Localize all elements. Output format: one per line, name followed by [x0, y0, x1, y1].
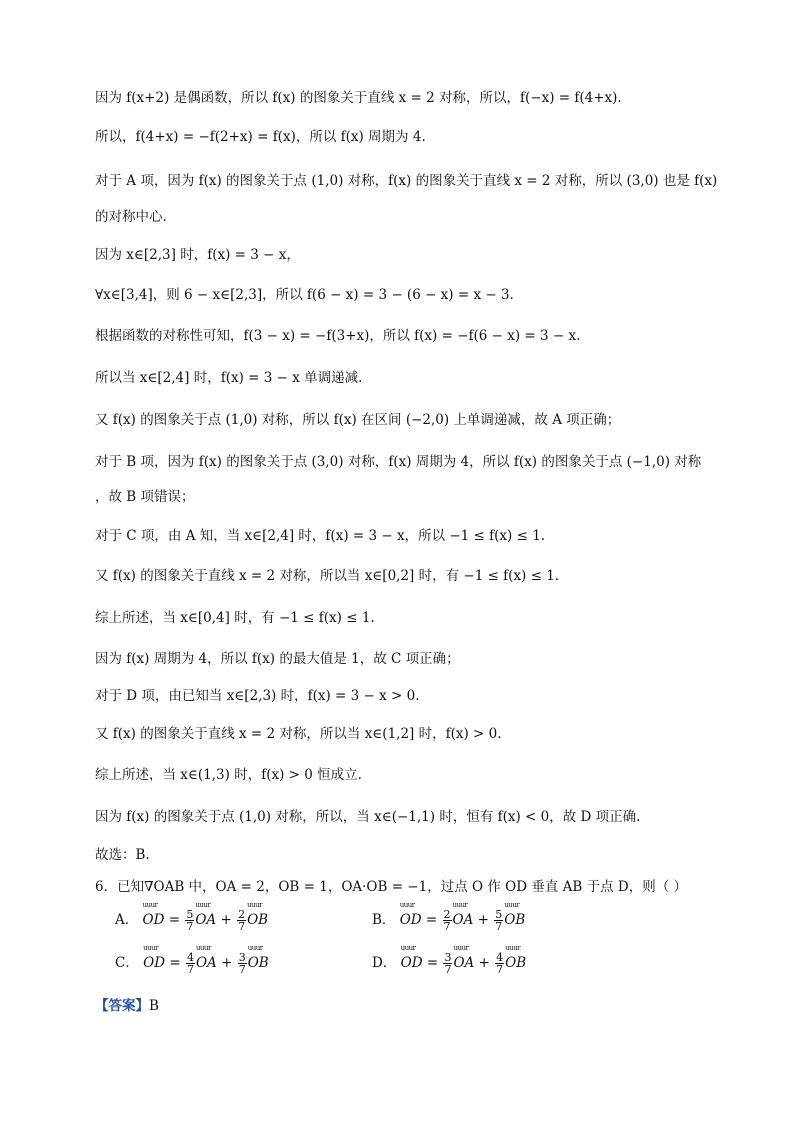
solution-line-10: 对于 B 项，因为 f(x) 的图象关于点 (3,0) 对称，f(x) 周期为 4，所以 f(x) 的图象关于点 (−1,0) 对称 — [95, 454, 702, 470]
solution-line-19: 因为 f(x) 的图象关于点 (1,0) 对称，所以，当 x∈(−1,1) 时，恒有 f(x) < 0，故 D 项正确. — [95, 809, 641, 825]
vector-oa: uuur OA — [195, 910, 216, 930]
solution-line-6: ∀x∈[3,4]，则 6 − x∈[2,3]，所以 f(6 − x) = 3 − (6 − x) = x − 3. — [95, 287, 514, 303]
answer-line — [95, 996, 159, 1016]
option-b-letter: B． — [372, 912, 396, 928]
solution-line-2: 所以，f(4+x) = −f(2+x) = f(x)，所以 f(x) 周期为 4. — [95, 129, 426, 145]
vector-od: uuur OD — [143, 910, 165, 930]
fraction: $\frac{4}{7}$ — [186, 951, 194, 976]
option-d: D． uuur OD = $\frac{3}{7}$ uuur OA + $\frac{4}{7}$ uuur OB — [372, 952, 526, 975]
fraction: $\frac{4}{7}$ — [496, 951, 504, 976]
vector-oa: uuur OA — [453, 910, 474, 930]
solution-line-15: 因为 f(x) 周期为 4，所以 f(x) 的最大值是 1，故 C 项正确； — [95, 651, 460, 667]
solution-line-14: 综上所述，当 x∈[0,4] 时，有 −1 ≤ f(x) ≤ 1. — [95, 610, 375, 626]
option-d-letter: D． — [372, 955, 397, 971]
fraction: $\frac{3}{7}$ — [238, 951, 246, 976]
option-a: A． uuur OD = $\frac{5}{7}$ uuur OA + $\frac{2}{7}$ uuur OB — [115, 909, 268, 932]
vector-od: uuur OD — [143, 953, 165, 973]
solution-line-5: 因为 x∈[2,3] 时，f(x) = 3 − x， — [95, 247, 300, 263]
vector-ob: uuur OB — [248, 953, 269, 973]
vector-od: uuur OD — [400, 910, 422, 930]
fraction: $\frac{5}{7}$ — [186, 908, 194, 933]
vector-oa: uuur OA — [453, 953, 474, 973]
vector-ob: uuur OB — [504, 910, 525, 930]
option-a-letter: A． — [115, 912, 139, 928]
solution-line-9: 又 f(x) 的图象关于点 (1,0) 对称，所以 f(x) 在区间 (−2,0) 上单调递减，故 A 项正确； — [95, 412, 621, 428]
solution-line-18: 综上所述，当 x∈(1,3) 时，f(x) > 0 恒成立. — [95, 767, 362, 783]
solution-line-17: 又 f(x) 的图象关于直线 x = 2 对称，所以当 x∈(1,2] 时，f(x) > 0. — [95, 726, 502, 742]
fraction: $\frac{2}{7}$ — [443, 908, 451, 933]
answer-value: B — [149, 998, 159, 1014]
question-6-stem: 6．已知∇OAB 中，OA = 2，OB = 1，OA·OB = −1，过点 O 作 OD 垂直 AB 于点 D，则（ ） — [95, 879, 687, 895]
solution-line-12: 对于 C 项，由 A 知，当 x∈[2,4] 时，f(x) = 3 − x，所以 −1 ≤ f(x) ≤ 1. — [95, 528, 546, 544]
answer-tag: 【答案】 — [95, 998, 149, 1014]
option-c-letter: C． — [115, 955, 139, 971]
solution-line-4: 的对称中心. — [95, 209, 167, 225]
fraction: $\frac{5}{7}$ — [495, 908, 503, 933]
solution-line-8: 所以当 x∈[2,4] 时，f(x) = 3 − x 单调递减. — [95, 370, 363, 386]
vector-oa: uuur OA — [196, 953, 217, 973]
solution-line-13: 又 f(x) 的图象关于直线 x = 2 对称，所以当 x∈[0,2] 时，有 −1 ≤ f(x) ≤ 1. — [95, 568, 560, 584]
solution-line-3: 对于 A 项，因为 f(x) 的图象关于点 (1,0) 对称，f(x) 的图象关于直线 x = 2 对称，所以 (3,0) 也是 f(x) — [95, 173, 718, 189]
solution-line-16: 对于 D 项，由已知当 x∈[2,3) 时，f(x) = 3 − x > 0. — [95, 688, 420, 704]
conclusion-line: 故选：B. — [95, 847, 150, 863]
vector-od: uuur OD — [401, 953, 423, 973]
vector-ob: uuur OB — [247, 910, 268, 930]
solution-line-1: 因为 f(x+2) 是偶函数，所以 f(x) 的图象关于直线 x = 2 对称，所以，f(−x) = f(4+x). — [95, 90, 622, 106]
solution-line-7: 根据函数的对称性可知，f(3 − x) = −f(3+x)，所以 f(x) = −f(6 − x) = 3 − x. — [95, 328, 581, 344]
fraction: $\frac{2}{7}$ — [238, 908, 246, 933]
fraction: $\frac{3}{7}$ — [444, 951, 452, 976]
option-b: B． uuur OD = $\frac{2}{7}$ uuur OA + $\frac{5}{7}$ uuur OB — [372, 909, 525, 932]
solution-line-11: ，故 B 项错误； — [95, 489, 195, 505]
vector-ob: uuur OB — [505, 953, 526, 973]
option-c: C． uuur OD = $\frac{4}{7}$ uuur OA + $\frac{3}{7}$ uuur OB — [115, 952, 269, 975]
